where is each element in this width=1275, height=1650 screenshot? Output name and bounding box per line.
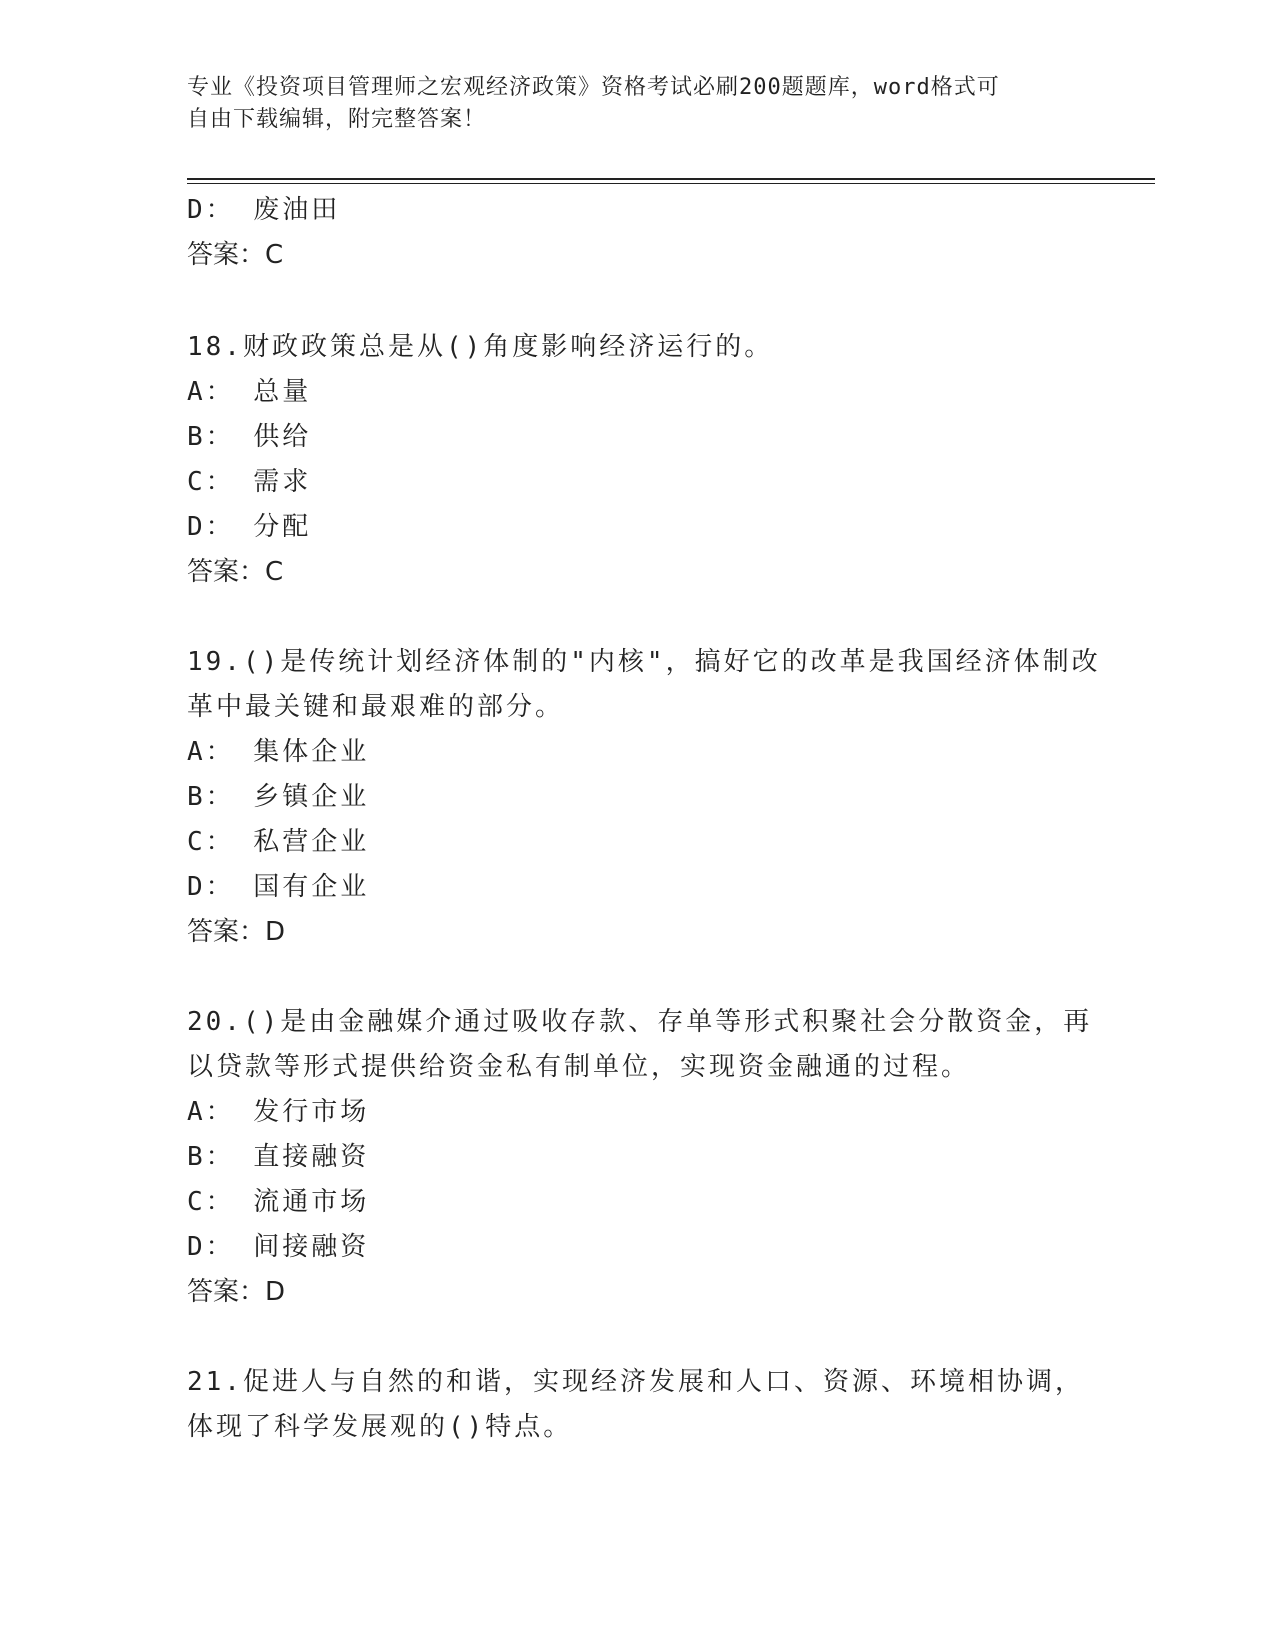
- option-c: C： 私营企业: [187, 827, 370, 857]
- option-c: C： 流通市场: [187, 1187, 370, 1217]
- header-line-1: 专业《投资项目管理师之宏观经济政策》资格考试必刷200题题库，word格式可: [187, 75, 1000, 100]
- question-stem-line-1: 20.()是由金融媒介通过吸收存款、存单等形式积聚社会分散资金，再: [187, 1007, 1093, 1037]
- header-divider-thick: [187, 178, 1155, 180]
- question-stem-line-2: 革中最关键和最艰难的部分。: [187, 692, 565, 722]
- answer: 答案：D: [187, 917, 286, 947]
- question-stem-line-2: 体现了科学发展观的()特点。: [187, 1412, 573, 1442]
- option-d: D： 国有企业: [187, 872, 370, 902]
- option-a: A： 总量: [187, 377, 312, 407]
- header-line-2: 自由下载编辑，附完整答案！: [187, 107, 487, 132]
- question-stem-line-2: 以贷款等形式提供给资金私有制单位，实现资金融通的过程。: [187, 1052, 971, 1082]
- prev-option-d: D： 废油田: [187, 195, 341, 225]
- header-divider-thin: [187, 183, 1155, 184]
- option-c: C： 需求: [187, 467, 312, 497]
- option-b: B： 乡镇企业: [187, 782, 370, 812]
- question-stem-line-1: 21.促进人与自然的和谐，实现经济发展和人口、资源、环境相协调，: [187, 1367, 1084, 1397]
- prev-answer: 答案：C: [187, 240, 284, 270]
- document-header: [187, 72, 1087, 136]
- option-a: A： 集体企业: [187, 737, 370, 767]
- question-stem-line-1: 19.()是传统计划经济体制的"内核"，搞好它的改革是我国经济体制改: [187, 647, 1101, 677]
- option-d: D： 分配: [187, 512, 312, 542]
- option-a: A： 发行市场: [187, 1097, 370, 1127]
- question-stem: 18.财政政策总是从()角度影响经济运行的。: [187, 332, 774, 362]
- answer: 答案：D: [187, 1277, 286, 1307]
- option-b: B： 供给: [187, 422, 312, 452]
- answer: 答案：C: [187, 557, 284, 587]
- option-d: D： 间接融资: [187, 1232, 370, 1262]
- option-b: B： 直接融资: [187, 1142, 370, 1172]
